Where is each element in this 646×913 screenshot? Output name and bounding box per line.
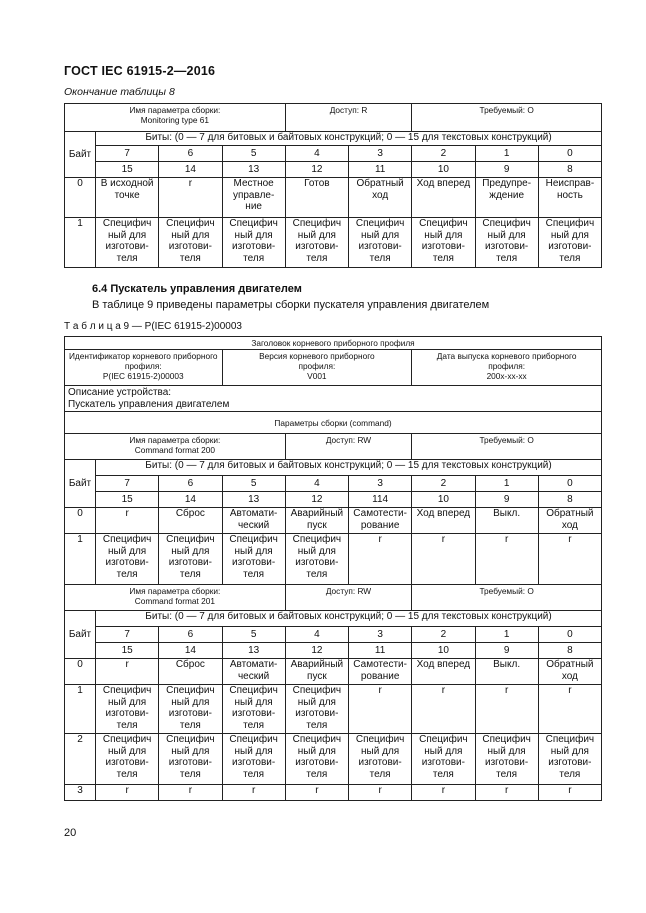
bit-number-cell: 9 bbox=[475, 162, 538, 178]
bit-value-cell: Специфич ный для изготови- теля bbox=[96, 734, 159, 785]
bit-number-cell: 14 bbox=[159, 492, 222, 508]
byte-number-cell: 1 bbox=[65, 218, 96, 268]
bit-value-cell: Обратный ход bbox=[349, 178, 412, 218]
bit-value-cell: r bbox=[159, 178, 222, 218]
bit-value-cell: Специфич ный для изготови- теля bbox=[222, 218, 285, 268]
bit-value-cell: r bbox=[538, 785, 601, 801]
bits-caption: Биты: (0 — 7 для битовых и байтовых конструкций; 0 — 15 для текстовых конструкций) bbox=[96, 132, 602, 146]
bit-number-cell: 7 bbox=[96, 627, 159, 643]
bit-value-cell: Обратный ход bbox=[538, 508, 601, 534]
bit-number-cell: 5 bbox=[222, 476, 285, 492]
bit-number-cell: 7 bbox=[96, 146, 159, 162]
bit-value-cell: r bbox=[222, 785, 285, 801]
access-cell: Доступ: RW bbox=[285, 434, 412, 460]
bit-value-cell: Обратный ход bbox=[538, 659, 601, 685]
access-cell: Доступ: R bbox=[285, 104, 412, 132]
profile-header: Заголовок корневого приборного профиля bbox=[65, 337, 602, 350]
byte-number-cell: 2 bbox=[65, 734, 96, 785]
bit-number-cell: 1 bbox=[475, 476, 538, 492]
access-cell: Доступ: RW bbox=[285, 585, 412, 611]
device-description: Описание устройства: Пускатель управления двигателем bbox=[65, 386, 602, 412]
bit-number-cell: 114 bbox=[349, 492, 412, 508]
byte-header: Байт bbox=[65, 132, 96, 178]
bit-value-cell: r bbox=[538, 534, 601, 585]
byte-number-cell: 3 bbox=[65, 785, 96, 801]
required-cell: Требуемый: O bbox=[412, 585, 602, 611]
bit-value-cell: r bbox=[349, 785, 412, 801]
bit-value-cell: Готов bbox=[285, 178, 348, 218]
page-number: 20 bbox=[64, 827, 77, 839]
byte-number-cell: 1 bbox=[65, 685, 96, 734]
bit-value-cell: Предупре- ждение bbox=[475, 178, 538, 218]
bit-value-cell: Ход вперед bbox=[412, 508, 475, 534]
bit-number-cell: 15 bbox=[96, 162, 159, 178]
bit-number-cell: 10 bbox=[412, 643, 475, 659]
table-9 bbox=[64, 336, 602, 801]
bit-value-cell: r bbox=[349, 685, 412, 734]
bit-value-cell: Специфич ный для изготови- теля bbox=[222, 534, 285, 585]
bit-value-cell: Автомати- ческий bbox=[222, 508, 285, 534]
profile-version-cell: Версия корневого приборного профиля: V001 bbox=[222, 350, 412, 386]
bit-number-cell: 6 bbox=[159, 627, 222, 643]
param-name-cell: Имя параметра сборки: Monitoring type 61 bbox=[65, 104, 286, 132]
bit-number-cell: 8 bbox=[538, 643, 601, 659]
bit-number-cell: 14 bbox=[159, 643, 222, 659]
bit-number-cell: 11 bbox=[349, 162, 412, 178]
bit-value-cell: Сброс bbox=[159, 508, 222, 534]
byte-number-cell: 0 bbox=[65, 508, 96, 534]
bit-value-cell: r bbox=[285, 785, 348, 801]
section-paragraph: В таблице 9 приведены параметры сборки пускателя управления двигателем bbox=[92, 299, 490, 311]
bit-value-cell: Аварийный пуск bbox=[285, 659, 348, 685]
bit-value-cell: r bbox=[538, 685, 601, 734]
bit-value-cell: r bbox=[159, 785, 222, 801]
bit-value-cell: Автомати- ческий bbox=[222, 659, 285, 685]
bit-number-cell: 1 bbox=[475, 627, 538, 643]
required-cell: Требуемый: O bbox=[412, 434, 602, 460]
bit-value-cell: Выкл. bbox=[475, 508, 538, 534]
bit-value-cell: Специфич ный для изготови- теля bbox=[538, 218, 601, 268]
byte-number-cell: 0 bbox=[65, 178, 96, 218]
bit-number-cell: 15 bbox=[96, 492, 159, 508]
table-continuation-label: Окончание таблицы 8 bbox=[64, 86, 175, 98]
bit-number-cell: 2 bbox=[412, 476, 475, 492]
bit-number-cell: 12 bbox=[285, 492, 348, 508]
table-8-end bbox=[64, 103, 602, 268]
bit-number-cell: 9 bbox=[475, 643, 538, 659]
bit-value-cell: Ход вперед bbox=[412, 659, 475, 685]
bit-value-cell: Специфич ный для изготови- теля bbox=[159, 734, 222, 785]
bit-number-cell: 9 bbox=[475, 492, 538, 508]
bit-number-cell: 3 bbox=[349, 476, 412, 492]
bit-value-cell: Специфич ный для изготови- теля bbox=[285, 685, 348, 734]
bit-value-cell: Специфич ный для изготови- теля bbox=[538, 734, 601, 785]
bit-value-cell: В исходной точке bbox=[96, 178, 159, 218]
bits-caption: Биты: (0 — 7 для битовых и байтовых конструкций; 0 — 15 для текстовых конструкций) bbox=[96, 611, 602, 627]
required-cell: Требуемый: O bbox=[412, 104, 602, 132]
bit-number-cell: 13 bbox=[222, 643, 285, 659]
param-name-cell: Имя параметра сборки: Command format 200 bbox=[65, 434, 286, 460]
bit-value-cell: Специфич ный для изготови- теля bbox=[349, 218, 412, 268]
bit-number-cell: 6 bbox=[159, 146, 222, 162]
bit-value-cell: r bbox=[412, 534, 475, 585]
bit-value-cell: Специфич ный для изготови- теля bbox=[285, 218, 348, 268]
bit-value-cell: Сброс bbox=[159, 659, 222, 685]
bits-caption: Биты: (0 — 7 для битовых и байтовых конструкций; 0 — 15 для текстовых конструкций) bbox=[96, 460, 602, 476]
bit-number-cell: 8 bbox=[538, 162, 601, 178]
bit-value-cell: Специфич ный для изготови- теля bbox=[475, 218, 538, 268]
bit-value-cell: Специфич ный для изготови- теля bbox=[159, 218, 222, 268]
byte-header: Байт bbox=[65, 460, 96, 508]
bit-number-cell: 8 bbox=[538, 492, 601, 508]
bit-number-cell: 13 bbox=[222, 162, 285, 178]
section-heading: 6.4 Пускатель управления двигателем bbox=[92, 283, 302, 295]
profile-id-cell: Идентификатор корневого приборного профиля: P(IEC 61915-2)00003 bbox=[65, 350, 223, 386]
bit-value-cell: r bbox=[96, 785, 159, 801]
table-9-caption: Т а б л и ц а 9 — P(IEC 61915-2)00003 bbox=[64, 321, 242, 332]
bit-value-cell: Специфич ный для изготови- теля bbox=[285, 534, 348, 585]
bit-value-cell: Специфич ный для изготови- теля bbox=[222, 734, 285, 785]
byte-header: Байт bbox=[65, 611, 96, 659]
bit-value-cell: Специфич ный для изготови- теля bbox=[285, 734, 348, 785]
bit-value-cell: r bbox=[475, 785, 538, 801]
bit-number-cell: 1 bbox=[475, 146, 538, 162]
bit-number-cell: 0 bbox=[538, 146, 601, 162]
bit-value-cell: Специфич ный для изготови- теля bbox=[412, 734, 475, 785]
bit-number-cell: 0 bbox=[538, 476, 601, 492]
bit-value-cell: Специфич ный для изготови- теля bbox=[96, 218, 159, 268]
bit-value-cell: r bbox=[475, 534, 538, 585]
bit-value-cell: r bbox=[412, 685, 475, 734]
bit-value-cell: r bbox=[96, 508, 159, 534]
bit-value-cell: Специфич ный для изготови- теля bbox=[349, 734, 412, 785]
param-name-cell: Имя параметра сборки: Command format 201 bbox=[65, 585, 286, 611]
bit-number-cell: 6 bbox=[159, 476, 222, 492]
byte-number-cell: 1 bbox=[65, 534, 96, 585]
bit-number-cell: 3 bbox=[349, 146, 412, 162]
bit-number-cell: 15 bbox=[96, 643, 159, 659]
bit-number-cell: 14 bbox=[159, 162, 222, 178]
bit-value-cell: Специфич ный для изготови- теля bbox=[475, 734, 538, 785]
bit-value-cell: Самотести- рование bbox=[349, 659, 412, 685]
bit-value-cell: Неисправ- ность bbox=[538, 178, 601, 218]
bit-value-cell: Выкл. bbox=[475, 659, 538, 685]
bit-number-cell: 7 bbox=[96, 476, 159, 492]
bit-value-cell: Специфич ный для изготови- теля bbox=[96, 534, 159, 585]
bit-number-cell: 0 bbox=[538, 627, 601, 643]
bit-number-cell: 2 bbox=[412, 146, 475, 162]
document-header: ГОСТ IEC 61915-2—2016 bbox=[64, 64, 216, 78]
bit-number-cell: 12 bbox=[285, 643, 348, 659]
bit-number-cell: 5 bbox=[222, 146, 285, 162]
bit-value-cell: r bbox=[96, 659, 159, 685]
profile-date-cell: Дата выпуска корневого приборного профиля: 200x-xx-xx bbox=[412, 350, 602, 386]
bit-value-cell: Специфич ный для изготови- теля bbox=[159, 685, 222, 734]
bit-number-cell: 10 bbox=[412, 492, 475, 508]
bit-value-cell: r bbox=[475, 685, 538, 734]
byte-number-cell: 0 bbox=[65, 659, 96, 685]
bit-number-cell: 2 bbox=[412, 627, 475, 643]
bit-number-cell: 5 bbox=[222, 627, 285, 643]
bit-number-cell: 4 bbox=[285, 146, 348, 162]
bit-value-cell: r bbox=[349, 534, 412, 585]
bit-number-cell: 4 bbox=[285, 476, 348, 492]
bit-value-cell: Ход вперед bbox=[412, 178, 475, 218]
bit-number-cell: 12 bbox=[285, 162, 348, 178]
bit-value-cell: Специфич ный для изготови- теля bbox=[96, 685, 159, 734]
bit-number-cell: 11 bbox=[349, 643, 412, 659]
bit-value-cell: r bbox=[412, 785, 475, 801]
bit-value-cell: Специфич ный для изготови- теля bbox=[412, 218, 475, 268]
bit-value-cell: Специфич ный для изготови- теля bbox=[159, 534, 222, 585]
bit-value-cell: Самотести- рование bbox=[349, 508, 412, 534]
bit-number-cell: 4 bbox=[285, 627, 348, 643]
bit-number-cell: 13 bbox=[222, 492, 285, 508]
bit-number-cell: 10 bbox=[412, 162, 475, 178]
assembly-params-header: Параметры сборки (command) bbox=[65, 412, 602, 434]
bit-number-cell: 3 bbox=[349, 627, 412, 643]
bit-value-cell: Специфич ный для изготови- теля bbox=[222, 685, 285, 734]
bit-value-cell: Местное управле- ние bbox=[222, 178, 285, 218]
bit-value-cell: Аварийный пуск bbox=[285, 508, 348, 534]
